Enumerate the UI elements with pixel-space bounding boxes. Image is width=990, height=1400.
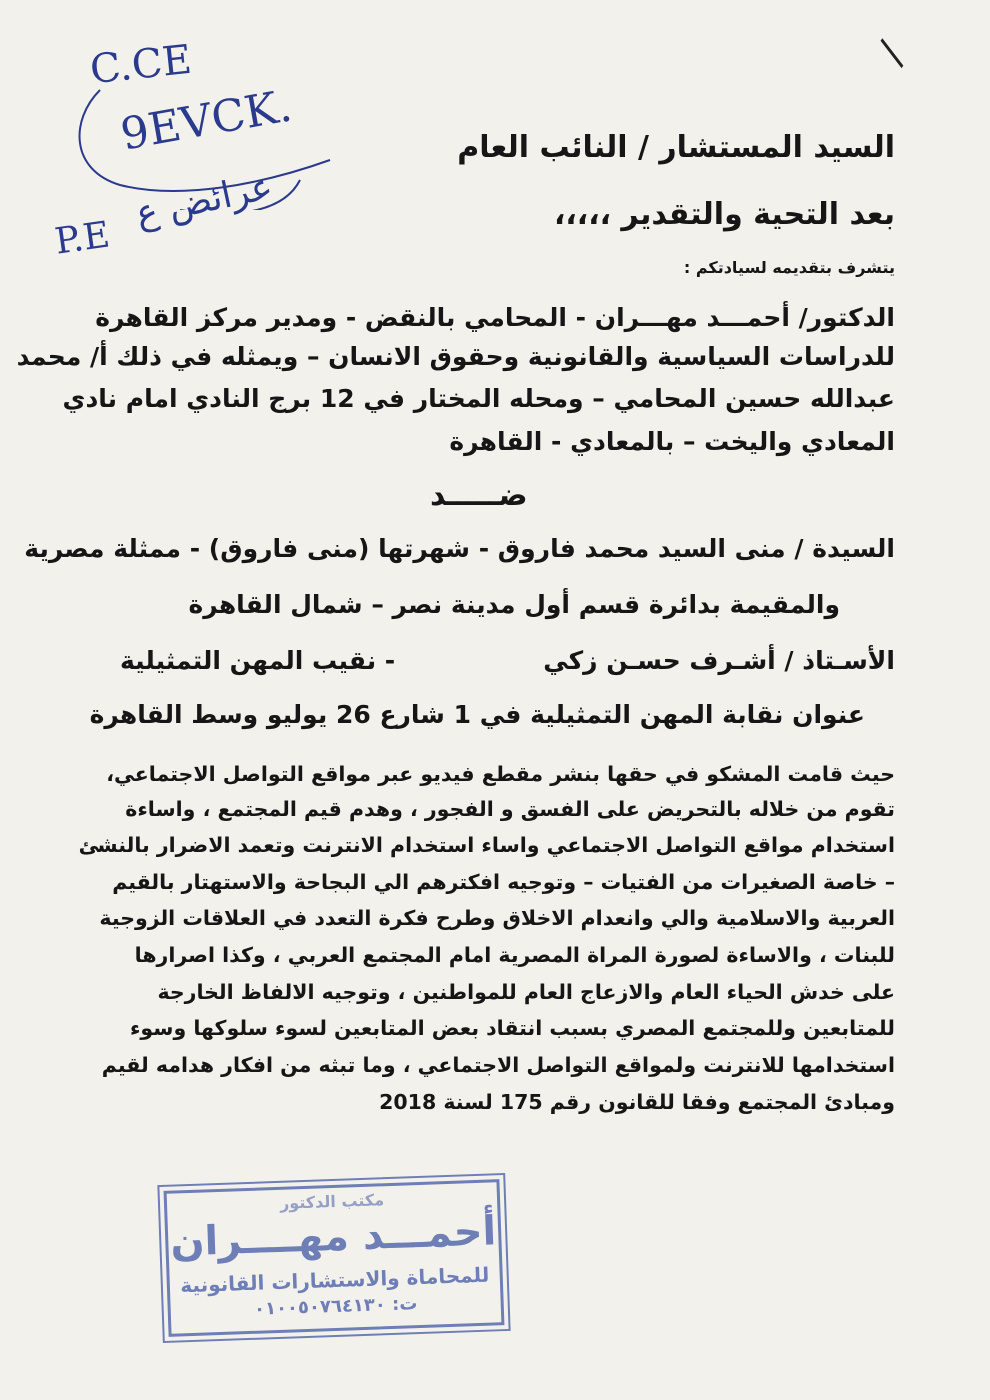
complainant-line: عبدالله حسين المحامي – ومحله المختار في 12 برج النادي امام نادي — [62, 384, 895, 413]
body-line: ومبادئ المجتمع وفقا للقانون رقم 175 لسنة 2018 — [379, 1090, 895, 1114]
defendant-1-line: والمقيمة بدائرة قسم أول مدينة نصر – شمال القاهرة — [188, 590, 840, 619]
complainant-line: المعادي واليخت – بالمعادي - القاهرة — [449, 427, 895, 456]
body-line: تقوم من خلاله بالتحريض على الفسق و الفجور ، وهدم قيم المجتمع ، واساءة — [125, 797, 895, 821]
body-line: استخدامها للانترنت ولمواقع التواصل الاجتماعي ، وما تبثه من افكار هدامه لقيم — [101, 1053, 895, 1077]
office-stamp — [164, 1179, 505, 1337]
handwritten-corner-mark: / — [869, 34, 915, 72]
stamp-line-1: مكتب الدكتور — [279, 1190, 385, 1213]
body-line: استخدام مواقع التواصل الاجتماعي واساء استخدام الانترنت وتعمد الاضرار بالنشئ — [78, 833, 895, 857]
defendant-1-line: السيدة / منى السيد محمد فاروق - شهرتها (منى فاروق) - ممثلة مصرية — [24, 534, 895, 563]
complainant-line: للدراسات السياسية والقانونية وحقوق الانسان – ويمثله في ذلك أ/ محمد — [16, 342, 895, 371]
handwritten-code-line1: C.CE — [87, 36, 194, 94]
stamp-line-3: للمحاماة والاستشارات القانونية — [179, 1262, 490, 1298]
defendant-2-role: - نقيب المهن التمثيلية — [120, 646, 396, 675]
handwritten-code-line3: P.E — [52, 214, 113, 263]
body-line: – خاصة الصغيرات من الفتيات – وتوجيه افكترهم الي البجاحة والاستهتار بالقيم — [112, 870, 895, 894]
defendant-2-address: عنوان نقابة المهن التمثيلية في 1 شارع 26 يوليو وسط القاهرة — [89, 700, 865, 729]
body-line: على خدش الحياء العام والازعاج العام للمواطنين ، وتوجيه الالفاظ الخارجة — [157, 980, 895, 1004]
body-line: للمتابعين وللمجتمع المصري بسبب انتقاد بعض المتابعين لسوء سلوكها وسوء — [129, 1016, 895, 1040]
against-heading: ضـــــد — [430, 478, 528, 513]
body-line: العربية والاسلامية والي وانعدام الاخلاق وطرح فكرة التعدد في العلاقات الزوجية — [99, 906, 895, 930]
complainant-line: الدكتور/ أحمـــد مهـــران - المحامي بالنقض - ومدير مركز القاهرة — [95, 303, 895, 332]
addressee-heading: السيد المستشار / النائب العام — [457, 130, 895, 165]
handwritten-code-line4: عرائض ع — [132, 166, 277, 235]
stamp-line-2: أحمـــد مهــــران — [169, 1208, 497, 1266]
defendant-2-name: الأسـتاذ / أشـرف حسـن زكي — [543, 646, 895, 675]
body-line: للبنات ، والاساءة لصورة المراة المصرية امام المجتمع العربي ، وكذا اصرارها — [134, 943, 895, 967]
greeting: بعد التحية والتقدير ،،،،، — [554, 197, 895, 232]
handwritten-code-line2: 9EVCK. — [116, 80, 296, 161]
intro-line: يتشرف بتقديمه لسيادتكم : — [683, 258, 895, 277]
body-line: حيث قامت المشكو في حقها بنشر مقطع فيديو عبر مواقع التواصل الاجتماعي، — [106, 762, 895, 786]
stamp-line-4: ت: ٠١٠٠٥٠٧٦٤١٣٠ — [253, 1293, 418, 1320]
